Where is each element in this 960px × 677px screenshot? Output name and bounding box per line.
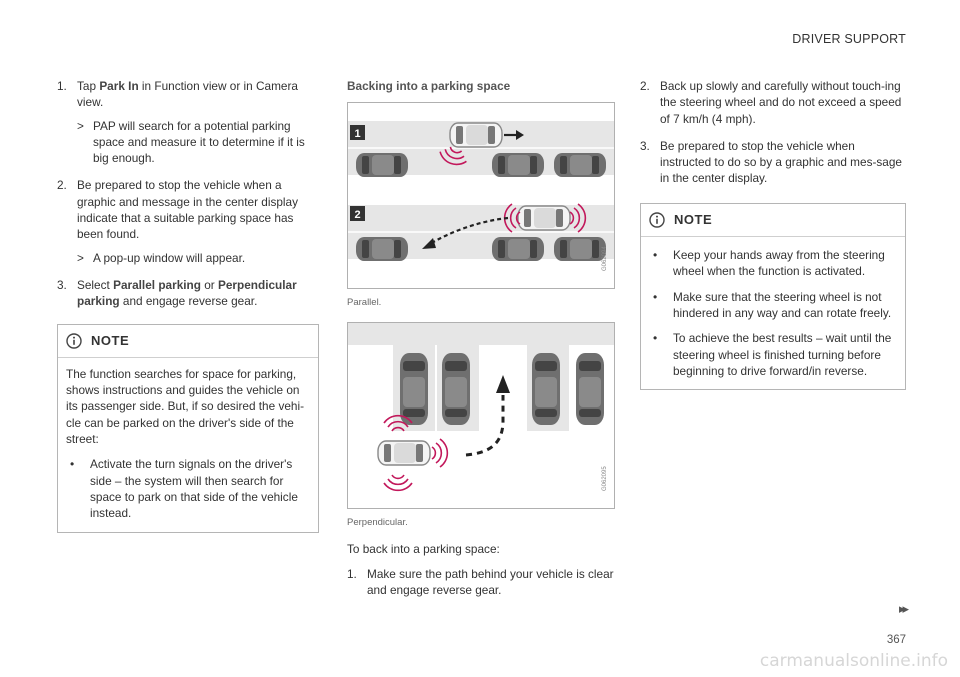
- perpendicular-parking-label: Perpendicular parking: [77, 277, 297, 309]
- next-page-icon[interactable]: ▸▸: [898, 601, 906, 616]
- step-2-result: > A pop-up window will appear.: [77, 250, 246, 265]
- note-bullet: • Activate the turn signals on the driver's side – the system will then search for space to park on that side of the vehicle instead.: [70, 457, 298, 521]
- info-icon: [649, 212, 665, 228]
- column-middle: [347, 78, 615, 610]
- section-header: DRIVER SUPPORT: [792, 32, 906, 46]
- note-bullet: • Make sure that the steering wheel is not hindered in any way and can rotate freely.: [653, 289, 892, 320]
- step-1-result: > PAP will search for a potential parking space and measure it to determine if it is big enough.: [77, 118, 305, 166]
- back-step-3: 3. Be prepared to stop the vehicle when instructed to do so by a graphic and mes-sage in the center display.: [640, 138, 902, 186]
- own-car: [518, 206, 570, 230]
- column-right: [640, 78, 906, 390]
- section-heading: Backing into a parking space: [347, 79, 511, 93]
- note-text: The function searches for space for parking, shows instructions and guides the vehicle on its passenger side. But, if so desired the vehi-cle can be parked on the driver's side of the street:: [66, 366, 305, 447]
- parked-car: [492, 153, 544, 177]
- note-box-left: [57, 324, 319, 533]
- parked-car: [554, 237, 606, 261]
- parked-car: [576, 353, 604, 425]
- parallel-caption: Parallel.: [347, 297, 382, 309]
- own-car: [450, 123, 502, 147]
- note-title: NOTE: [674, 211, 713, 227]
- perpendicular-parking-figure: [347, 322, 615, 509]
- watermark: carmanualsonline.info: [759, 651, 948, 671]
- parked-car: [400, 353, 428, 425]
- back-step-2: 2. Back up slowly and carefully without touch-ing the steering wheel and do not exceed a speed of 7 km/h (4 mph).: [640, 79, 902, 126]
- note-bullet: • To achieve the best results – wait until the steering wheel is finished turning before beginning to drive forward/in reverse.: [653, 331, 892, 378]
- step-3: 3. Select Parallel parking or Perpendicular parking and engage reverse gear.: [57, 277, 297, 309]
- column-left: [57, 78, 319, 533]
- parked-car: [554, 153, 606, 177]
- parallel-parking-label: Parallel parking: [113, 277, 201, 292]
- perpendicular-parking-illustration: [348, 323, 614, 508]
- svg-text:1: 1: [354, 128, 361, 141]
- intro-text: To back into a parking space:: [347, 541, 500, 556]
- svg-text:G062095: G062095: [602, 465, 608, 491]
- parked-car: [442, 353, 470, 425]
- back-step-1: 1. Make sure the path behind your vehicle is clear and engage reverse gear.: [347, 567, 614, 598]
- note-bullet: • Keep your hands away from the steering wheel when the function is activated.: [653, 248, 885, 279]
- park-in-label: Park In: [99, 79, 139, 93]
- parked-car: [356, 237, 408, 261]
- perpendicular-caption: Perpendicular.: [347, 516, 408, 528]
- parallel-parking-illustration: [348, 103, 614, 288]
- parallel-parking-figure: [347, 102, 615, 289]
- parked-car: [532, 353, 560, 425]
- step-2: 2. Be prepared to stop the vehicle when a graphic and message in the center display indicate that a suitable parking space has been found. > A pop-up window will appear.: [57, 177, 319, 265]
- own-car: [378, 441, 430, 465]
- info-icon: [66, 333, 82, 349]
- note-box-right: [640, 203, 906, 390]
- svg-text:2: 2: [354, 209, 361, 222]
- parked-car: [492, 237, 544, 261]
- svg-text:G062094: G062094: [602, 246, 608, 272]
- parked-car: [356, 153, 408, 177]
- page-number: 367: [886, 634, 906, 646]
- step-1: 1. Tap Park In in Function view or in Camera view. > PAP will search for a potential parking space and measure it to determine if it is big enough.: [57, 78, 319, 166]
- note-title: NOTE: [91, 332, 130, 348]
